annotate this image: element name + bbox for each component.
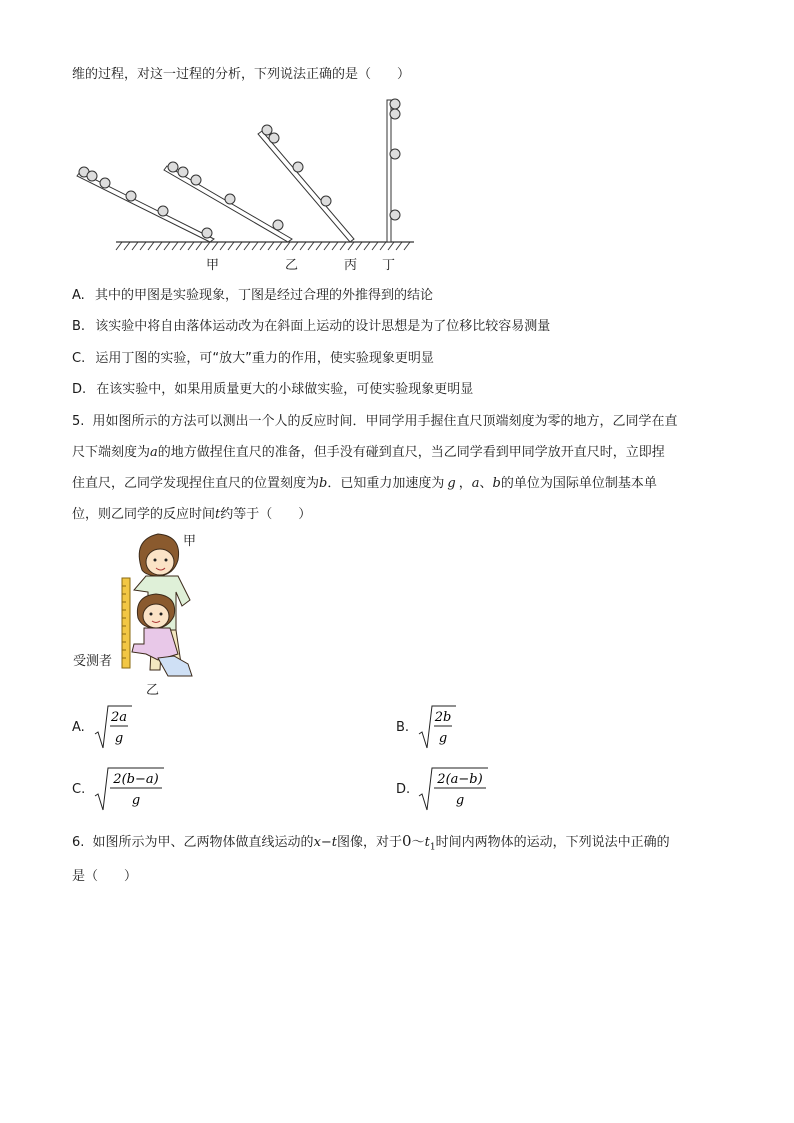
incline-ding [387, 99, 400, 242]
q5-text: ， [458, 476, 472, 491]
q4-option-d [72, 381, 473, 399]
reaction-time-illustration [112, 530, 202, 680]
q5-option-a-letter: A. [72, 720, 85, 735]
option-b-denominator: g [438, 731, 448, 746]
option-text: 在该实验中，如果用质量更大的小球做实验，可使实验现象更明显 [96, 382, 474, 397]
incline-yi [164, 162, 292, 242]
q4-option-c [72, 350, 434, 368]
ruler [122, 578, 130, 668]
option-b-radical [418, 704, 458, 750]
q5-text: 位，则乙同学的反应时间 [72, 507, 216, 522]
option-d-numerator: 2(a−b) [437, 772, 483, 787]
option-letter: C. [72, 351, 86, 366]
option-c-numerator: 2(b−a) [113, 772, 159, 787]
q5-text: 约等于（ ） [220, 507, 312, 522]
label-jia: 甲 [206, 258, 220, 273]
option-c-denominator: g [131, 793, 141, 808]
q5-line-1 [72, 413, 678, 431]
option-text: 运用丁图的实验，可“放大”重力的作用，使实验现象更明显 [95, 351, 434, 366]
graph-type: x−t [313, 835, 338, 850]
q5-option-b-letter: B. [396, 720, 410, 735]
inclined-plane-figure [72, 94, 432, 254]
option-d-denominator: g [455, 793, 465, 808]
range-end-sub: 1 [429, 842, 436, 853]
option-b-numerator: 2b [434, 710, 452, 725]
label-yi: 乙 [285, 258, 299, 273]
option-a-denominator: g [114, 731, 124, 746]
option-letter: A. [72, 288, 85, 303]
label-subject: 受测者 [73, 654, 113, 669]
option-letter: B. [72, 319, 86, 334]
label-yi-student: 乙 [146, 683, 160, 698]
var-a: a [471, 476, 480, 491]
label-jia-student: 甲 [183, 534, 197, 549]
option-text: 其中的甲图是实验现象，丁图是经过合理的外推得到的结论 [94, 288, 433, 303]
range-end-var: t [424, 835, 430, 850]
q5-line-3 [72, 475, 657, 493]
incline-bing [258, 125, 354, 242]
q6-line-2: 是（ ） [72, 869, 138, 884]
q6-line-1 [72, 832, 670, 857]
q5-text: 的地方做捏住直尺的准备，但手没有碰到直尺，当乙同学看到甲同学放开直尺时，立即捏 [157, 445, 665, 460]
var-g: g [447, 476, 456, 491]
question-number: 6. [72, 835, 85, 850]
option-text: 该实验中将自由落体运动改为在斜面上运动的设计思想是为了位移比较容易测量 [95, 319, 551, 334]
q4-option-a [72, 287, 433, 305]
var-t: t [215, 507, 221, 522]
q5-text: 住直尺，乙同学发现捏住直尺的位置刻度为 [72, 476, 320, 491]
q5-text: 尺下端刻度为 [72, 445, 151, 460]
q6-text: 图像，对于 [337, 835, 403, 850]
q6-text: 时间内两物体的运动，下列说法中正确的 [435, 835, 670, 850]
q4-stem: 维的过程，对这一过程的分析，下列说法正确的是（ ） [72, 67, 411, 82]
var-a: a [150, 445, 158, 460]
label-ding: 丁 [382, 258, 396, 273]
q5-option-c-letter: C. [72, 782, 86, 797]
q4-option-b [72, 318, 550, 336]
option-c-radical [94, 766, 166, 812]
var-b: b [319, 476, 328, 491]
q5-option-d-letter: D. [396, 782, 411, 797]
option-a-radical [94, 704, 134, 750]
student-yi [132, 594, 192, 676]
q5-line-4 [72, 506, 311, 524]
range-sep: ～ [411, 835, 425, 850]
q5-line-2 [72, 444, 665, 462]
var-b: b [492, 476, 501, 491]
q5-text: 的单位为国际单位制基本单 [500, 476, 657, 491]
question-number: 5. [72, 414, 85, 429]
option-letter: D. [72, 382, 87, 397]
ground-hatching [116, 242, 410, 250]
option-a-numerator: 2a [110, 710, 128, 725]
q5-text: ．已知重力加速度为 [327, 476, 445, 491]
option-d-radical [418, 766, 490, 812]
q5-text: 、 [479, 476, 493, 491]
range-start: 0 [402, 832, 412, 850]
q5-text: 用如图所示的方法可以测出一个人的反应时间．甲同学用手握住直尺顶端刻度为零的地方，乙同学在直 [92, 414, 678, 429]
q6-text: 如图所示为甲、乙两物体做直线运动的 [92, 835, 314, 850]
label-bing: 丙 [344, 258, 358, 273]
